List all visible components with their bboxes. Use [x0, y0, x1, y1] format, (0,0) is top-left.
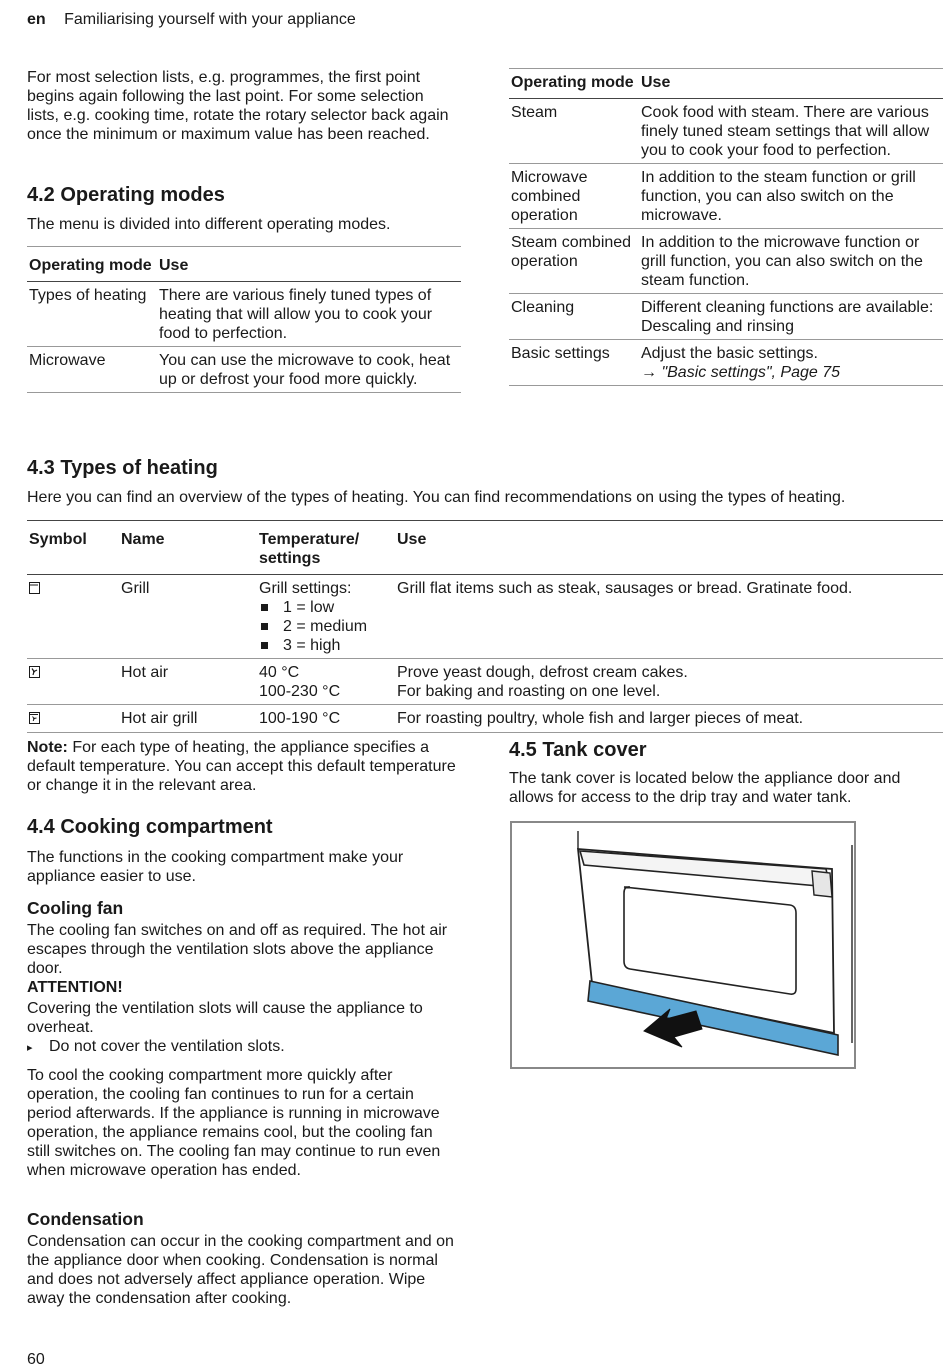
use-cell: Different cleaning functions are available: Descaling and rinsing	[639, 294, 943, 340]
operating-modes-table-right	[509, 68, 943, 386]
action-text: Do not cover the ventilation slots.	[49, 1038, 285, 1055]
col-name: Name	[119, 521, 257, 575]
note-label: Note:	[27, 739, 68, 756]
table-row	[509, 99, 943, 164]
grill-icon	[29, 582, 40, 594]
mode-cell: Types of heating	[27, 282, 157, 347]
running-header	[27, 10, 927, 29]
table-row	[27, 659, 943, 705]
table-row	[509, 340, 943, 386]
action-arrow-icon: ▸	[27, 1042, 33, 1054]
col-operating-mode: Operating mode	[509, 69, 639, 99]
use-cell: There are various finely tuned types of heating that will allow you to cook your food to perfection.	[157, 282, 461, 347]
table-row	[27, 347, 461, 393]
mode-cell: Steam	[509, 99, 639, 164]
table-row	[27, 575, 943, 659]
table-row	[27, 705, 943, 733]
col-temperature: Temperature/ settings	[257, 521, 395, 575]
grill-settings-list	[259, 598, 393, 655]
col-use: Use	[157, 247, 461, 282]
use-cell: Grill flat items such as steak, sausages or bread. Gratinate food.	[395, 575, 943, 659]
mode-cell: Microwave combined operation	[509, 164, 639, 229]
operating-modes-table-left	[27, 246, 461, 393]
section-4-4-title: 4.4 Cooking compartment	[27, 816, 273, 838]
appliance-door-drawing	[512, 823, 854, 1067]
use-cell	[639, 340, 943, 386]
use-cell: Cook food with steam. There are various finely tuned steam settings that will allow you to cook your food to perfection.	[639, 99, 943, 164]
col-use: Use	[395, 521, 943, 575]
use-cell: For roasting poultry, whole fish and larger pieces of meat.	[395, 705, 943, 733]
types-of-heating-table	[27, 520, 943, 733]
section-4-5-title: 4.5 Tank cover	[509, 739, 647, 761]
hot-air-icon	[29, 666, 40, 678]
temp-line: 40 °C	[259, 664, 300, 681]
header-title: Familiarising yourself with your appliance	[64, 11, 356, 28]
section-4-3-text: Here you can find an overview of the types of heating. You can find recommendations on using the types of heating.	[27, 489, 846, 506]
attention-label: ATTENTION!	[27, 979, 123, 996]
cooling-fan-text-2: To cool the cooking compartment more quickly after operation, the cooling fan continues to run for a certain period afterwards. If the appliance is running in microwave operation, the appliance remains cool, but the cooling fan still switches on. The cooling fan may continue to run even when microwave operation has ended.	[27, 1067, 441, 1179]
col-use: Use	[639, 69, 943, 99]
list-item: 2 = medium	[259, 617, 393, 636]
section-4-4-text: The functions in the cooking compartment make your appliance easier to use.	[27, 849, 404, 885]
use-cell: You can use the microwave to cook, heat up or defrost your food more quickly.	[157, 347, 461, 393]
language-tag: en	[27, 11, 46, 28]
name-cell: Hot air grill	[119, 705, 257, 733]
use-cell: In addition to the steam function or grill function, you can also switch on the microwave.	[639, 164, 943, 229]
note-text: For each type of heating, the appliance specifies a default temperature. You can accept this default temperature or change it in the relevant area.	[27, 739, 456, 794]
table-row	[509, 229, 943, 294]
table-row	[27, 282, 461, 347]
use-cell	[395, 659, 943, 705]
temp-line: 100-230 °C	[259, 683, 341, 700]
temp-cell	[257, 659, 395, 705]
name-cell: Hot air	[119, 659, 257, 705]
mode-cell: Basic settings	[509, 340, 639, 386]
table-row	[509, 294, 943, 340]
section-4-3-title: 4.3 Types of heating	[27, 457, 218, 479]
condensation-text: Condensation can occur in the cooking compartment and on the appliance door when cooking. Condensation is normal and does not adversely affect appliance operation. Wipe away the condensation after cooking.	[27, 1233, 454, 1307]
cooling-fan-text: The cooling fan switches on and off as required. The hot air escapes through the ventilation slots above the appliance door.	[27, 922, 448, 977]
list-item: 1 = low	[259, 598, 393, 617]
mode-cell: Steam combined operation	[509, 229, 639, 294]
temp-cell	[257, 575, 395, 659]
table-row	[509, 164, 943, 229]
temp-cell: 100-190 °C	[257, 705, 395, 733]
section-4-2-title: 4.2 Operating modes	[27, 184, 225, 206]
name-cell: Grill	[119, 575, 257, 659]
mode-cell: Cleaning	[509, 294, 639, 340]
section-4-2-text: The menu is divided into different operating modes.	[27, 216, 391, 233]
condensation-title: Condensation	[27, 1209, 144, 1229]
use-line: For baking and roasting on one level.	[397, 683, 661, 700]
use-line: Prove yeast dough, defrost cream cakes.	[397, 664, 688, 681]
note-paragraph	[27, 738, 459, 795]
temp-label: Grill settings:	[259, 580, 352, 597]
col-symbol: Symbol	[27, 521, 119, 575]
mode-cell: Microwave	[27, 347, 157, 393]
attention-text: Covering the ventilation slots will cause the appliance to overheat.	[27, 1000, 423, 1036]
hot-air-grill-icon	[29, 712, 40, 724]
list-item: 3 = high	[259, 636, 393, 655]
intro-paragraph: For most selection lists, e.g. programmes, the first point begins again following the last point. For some selection lists, e.g. cooking time, rotate the rotary selector back again once the minimum or maximum value has been reached.	[27, 69, 449, 143]
use-cell: In addition to the microwave function or grill function, you can also switch on the steam function.	[639, 229, 943, 294]
tank-cover-illustration	[510, 821, 856, 1069]
col-operating-mode: Operating mode	[27, 247, 157, 282]
use-text: Adjust the basic settings.	[641, 345, 818, 362]
page-number: 60	[27, 1351, 45, 1368]
attention-action	[27, 1037, 459, 1058]
cross-reference-link[interactable]: → "Basic settings", Page 75	[641, 364, 841, 381]
cooling-fan-title: Cooling fan	[27, 898, 124, 918]
section-4-5-text: The tank cover is located below the appliance door and allows for access to the drip tray and water tank.	[509, 770, 901, 806]
